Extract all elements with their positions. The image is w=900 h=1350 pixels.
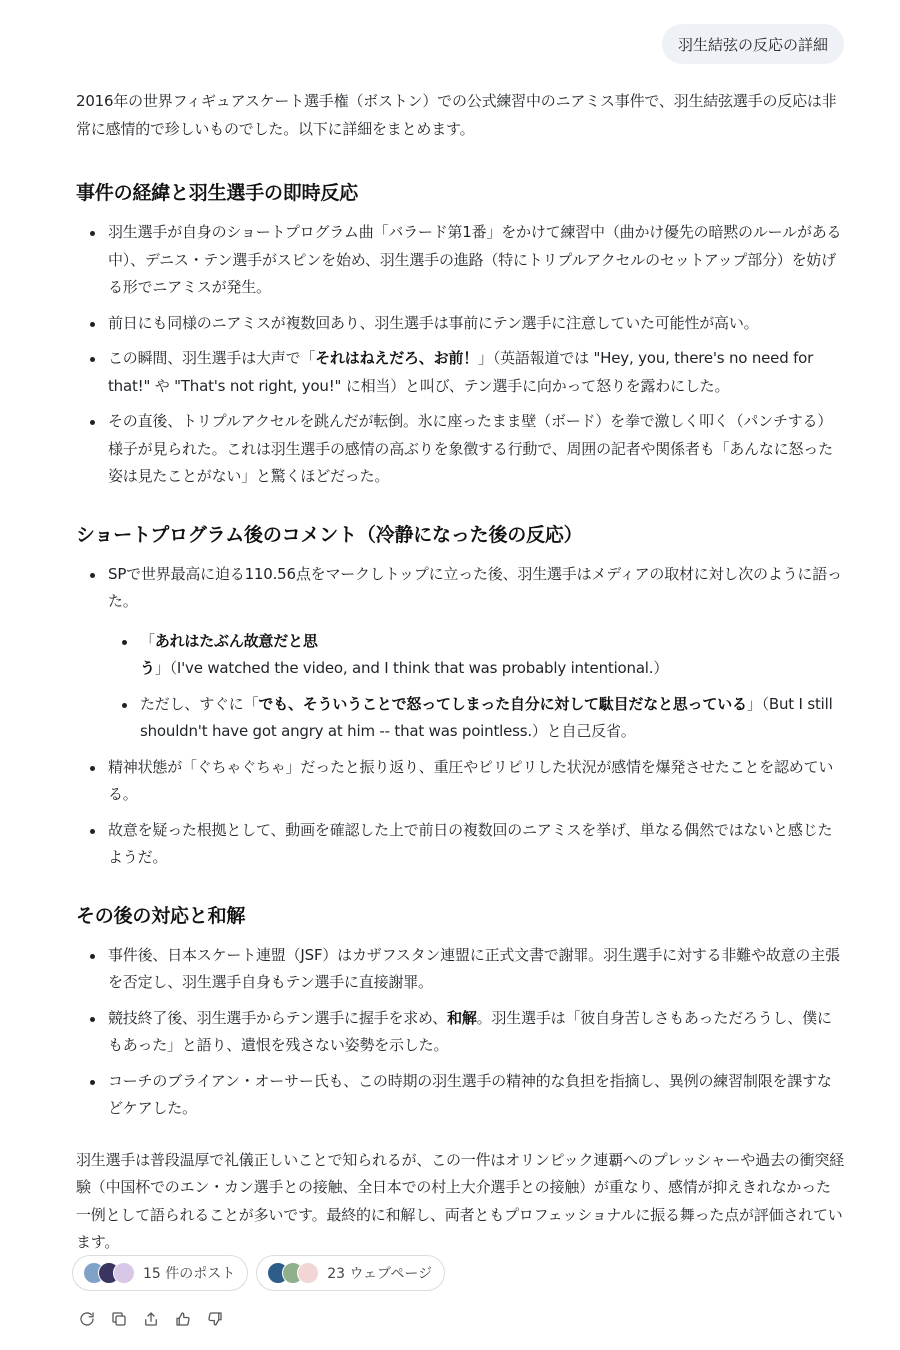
list-item: 事件後、日本スケート連盟（JSF）はカザフスタン連盟に正式文書で謝罪。羽生選手に対する非難や故意の主張を否定し、羽生選手自身もテン選手に直接謝罪。 <box>76 942 844 997</box>
sub-list-item <box>108 628 844 683</box>
favicon <box>297 1262 319 1284</box>
quote-bold: でも、そういうことで怒ってしまった自分に対して駄目だなと思っている <box>258 694 747 713</box>
thumbs-down-icon <box>206 1310 224 1328</box>
corner-icon <box>0 0 8 6</box>
text-fragment: 。羽生選手は「彼自身苦しさもあっただろうし、僕にもあった」と語り、遺恨を残さない姿勢を示した。 <box>108 1008 832 1054</box>
text-fragment: 」（英語報道では "Hey, you, there's no need for that!" や "That's not right, you!" に相当）と叫び、テン選手に向かって怒りを露わにした。 <box>108 349 814 395</box>
refresh-icon <box>78 1310 96 1328</box>
text-fragment: 」（I've watched the video, and I think that was probably intentional.） <box>154 659 669 677</box>
text-fragment: 競技終了後、羽生選手からテン選手に握手を求め、 <box>108 1008 448 1027</box>
section-heading-incident: 事件の経緯と羽生選手の即時反応 <box>76 182 359 204</box>
list-item: その直後、トリプルアクセルを跳んだが転倒。氷に座ったまま壁（ボード）を拳で激しく叩く（パンチする）様子が見られた。これは羽生選手の感情の高ぶりを象徴する行動で、周囲の記者や関係者も「あんなに怒った姿は見たことがない」と驚くほどだった。 <box>76 408 844 491</box>
copy-icon <box>110 1310 128 1328</box>
response-actions <box>76 1308 226 1330</box>
sources-row <box>72 1255 445 1291</box>
thumbs-down-button[interactable] <box>204 1308 226 1330</box>
list-item: 前日にも同様のニアミスが複数回あり、羽生選手は事前にテン選手に注意していた可能性が高い。 <box>76 310 844 338</box>
sub-list-item <box>108 691 844 746</box>
top-bar <box>0 0 900 8</box>
avatar <box>113 1262 135 1284</box>
web-sources-button[interactable] <box>256 1255 445 1291</box>
list-item: コーチのブライアン・オーサー氏も、この時期の羽生選手の精神的な負担を指摘し、異例の練習制限を課すなどケアした。 <box>76 1068 844 1123</box>
text-fragment: この瞬間、羽生選手は大声で「 <box>108 349 316 367</box>
text-fragment: ただし、すぐに「 <box>140 694 259 713</box>
share-button[interactable] <box>140 1308 162 1330</box>
incident-list <box>76 219 844 491</box>
list-item: 羽生選手が自身のショートプログラム曲「バラード第1番」をかけて練習中（曲かけ優先の暗黙のルールがある中）、デニス・テン選手がスピンを始め、羽生選手の進路（特にトリプルアクセルのセットアップ部分）を妨げる形でニアミスが発生。 <box>76 219 844 302</box>
list-item: 故意を疑った根拠として、動画を確認した上で前日の複数回のニアミスを挙げ、単なる偶然ではないと感じたようだ。 <box>76 817 844 872</box>
post-avatars <box>83 1262 135 1284</box>
regenerate-button[interactable] <box>76 1308 98 1330</box>
intro-paragraph: 2016年の世界フィギュアスケート選手権（ボストン）での公式練習中のニアミス事件で、羽生結弦選手の反応は非常に感情的で珍しいものでした。以下に詳細をまとめます。 <box>76 92 837 138</box>
list-item <box>76 345 844 400</box>
list-item <box>76 561 844 746</box>
posts-sources-button[interactable] <box>72 1255 248 1291</box>
assistant-response <box>76 88 844 1257</box>
thumbs-up-button[interactable] <box>172 1308 194 1330</box>
web-favicons <box>267 1262 319 1284</box>
bold-text: 和解 <box>447 1008 477 1027</box>
web-count-label: 23 ウェブページ <box>327 1266 433 1282</box>
user-message-text: 羽生結弦の反応の詳細 <box>677 35 828 54</box>
user-message-bubble <box>662 24 844 64</box>
copy-button[interactable] <box>108 1308 130 1330</box>
list-item <box>76 1005 844 1060</box>
section-heading-comments: ショートプログラム後のコメント（冷静になった後の反応） <box>76 523 583 546</box>
share-icon <box>142 1310 160 1328</box>
text-fragment: 「 <box>140 631 155 650</box>
text-fragment: 」（But I still shouldn't have got angry at him -- that was pointless.）と自己反省。 <box>140 694 833 740</box>
text-fragment: SPで世界最高に迫る110.56点をマークしトップに立った後、羽生選手はメディアの取材に対し次のように語った。 <box>108 564 842 610</box>
thumbs-up-icon <box>174 1310 192 1328</box>
quote-bold: それはねえだろ、お前！ <box>315 349 479 367</box>
comments-list <box>76 561 844 872</box>
reconciliation-list <box>76 942 844 1123</box>
quote-bold: あれはたぶん故意だと思う <box>140 631 318 677</box>
posts-count-label: 15 件のポスト <box>143 1266 236 1282</box>
list-item: 精神状態が「ぐちゃぐちゃ」だったと振り返り、重圧やピリピリした状況が感情を爆発させたことを認めている。 <box>76 754 844 809</box>
sub-list <box>108 628 844 746</box>
section-heading-reconciliation: その後の対応と和解 <box>76 904 246 927</box>
closing-paragraph: 羽生選手は普段温厚で礼儀正しいことで知られるが、この一件はオリンピック連覇へのプレッシャーや過去の衝突経験（中国杯でのエン・カン選手との接触、全日本での村上大介選手との接触）が重なり、感情が抑えきれなかった一例として語られることが多いです。最終的に和解し、両者ともプロフェッショナルに振る舞った点が評価されています。 <box>76 1150 844 1251</box>
